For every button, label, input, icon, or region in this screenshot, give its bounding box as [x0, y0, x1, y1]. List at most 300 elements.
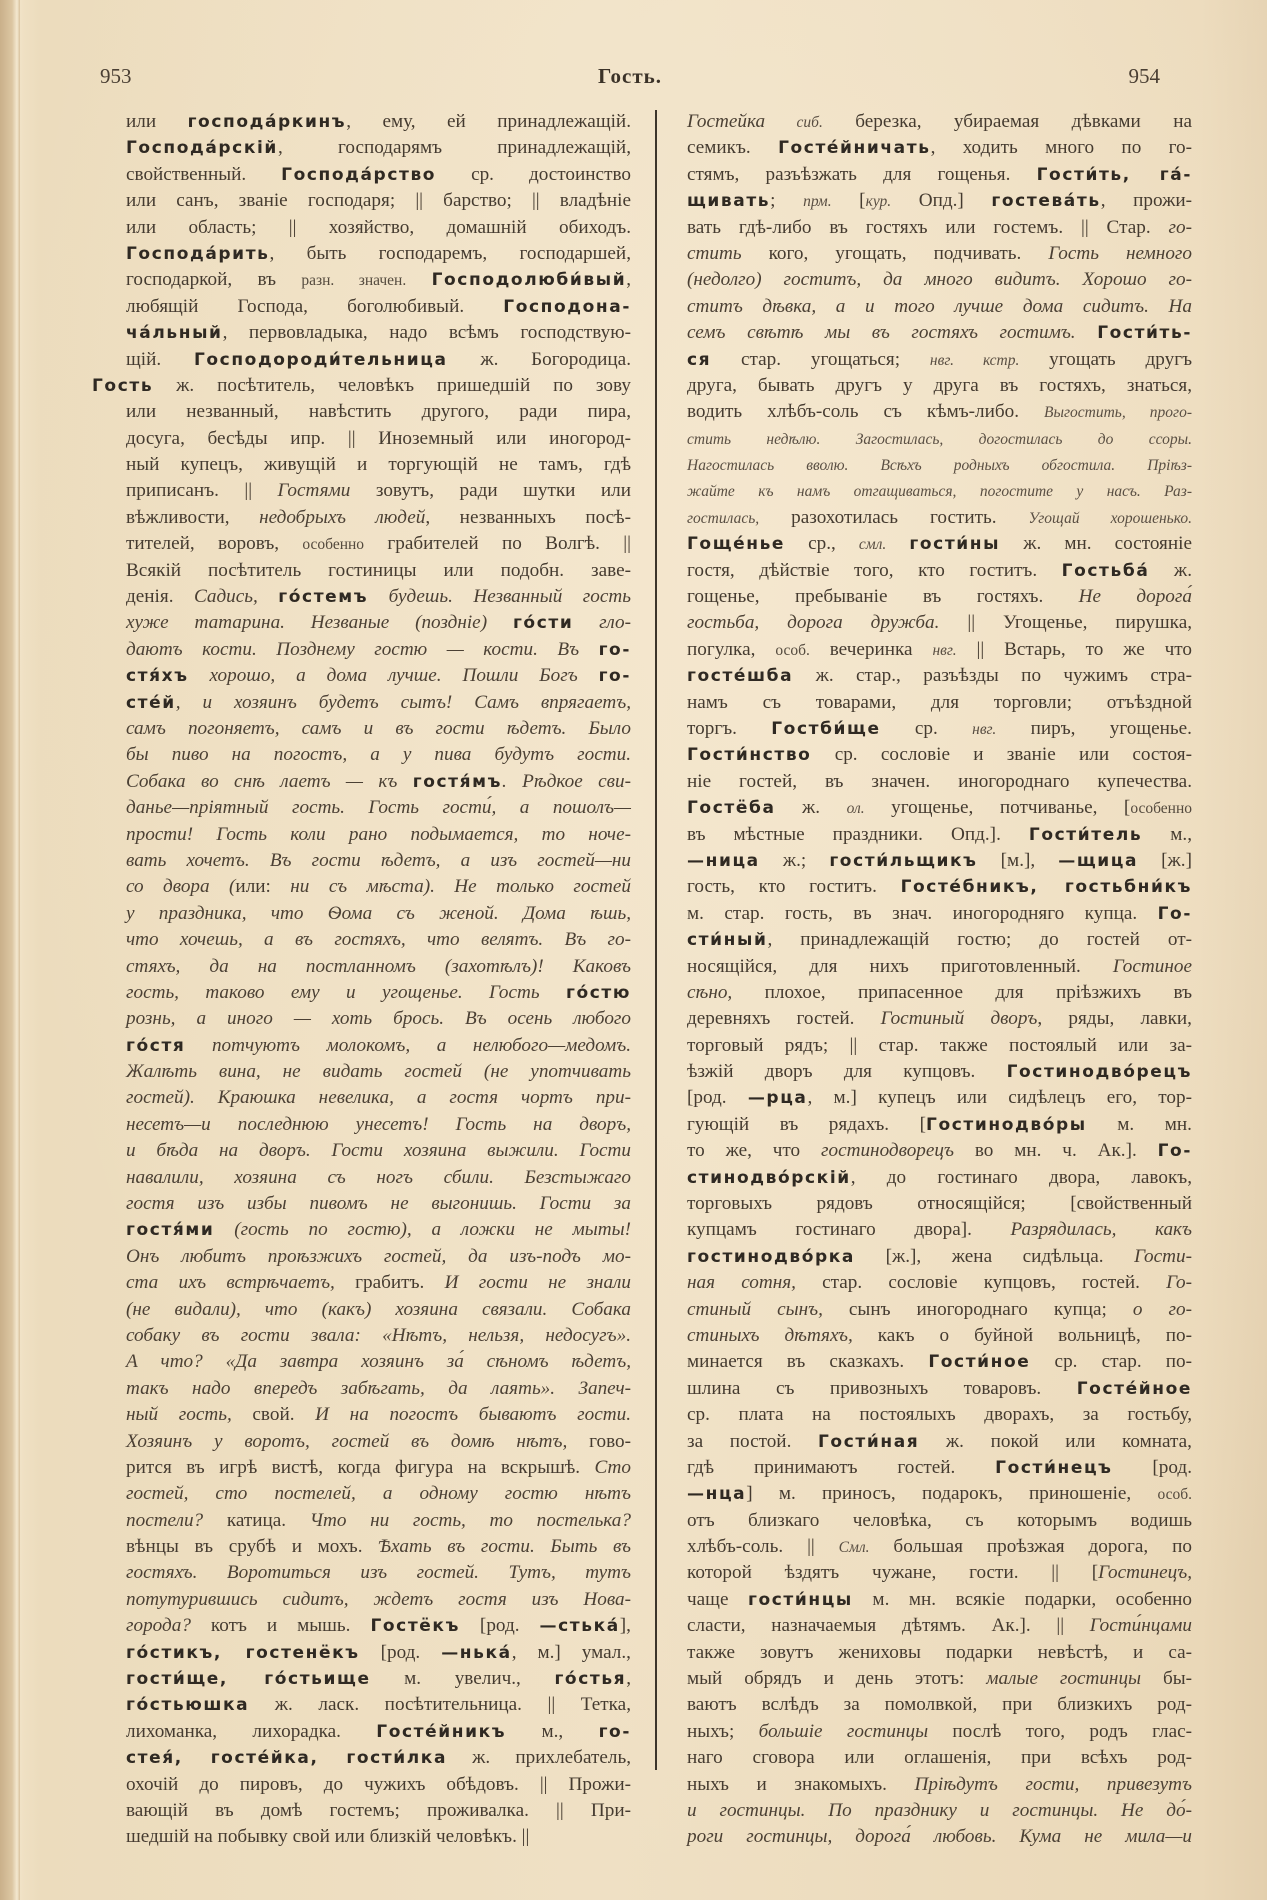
text-line	[126, 1376, 631, 1402]
example-text: Онъ любитъ проѣзжихъ гостей, да изъ-подъ мо-	[126, 1245, 631, 1267]
definition-text: за постой.	[687, 1430, 818, 1452]
example-text: нвг.	[972, 720, 997, 738]
text-line	[126, 1429, 631, 1455]
definition-text: || Встарь, то же что	[956, 638, 1192, 660]
text-line	[687, 1244, 1192, 1270]
example-text: стить	[687, 242, 742, 264]
example-text: потутурившись сидитъ, ждетъ гостя изъ Нова-	[126, 1588, 631, 1610]
example-text: стиныхъ дѣтяхъ,	[687, 1324, 853, 1346]
example-text: И на погостъ бываютъ гости.	[294, 1404, 631, 1426]
text-line	[126, 1798, 631, 1824]
text-line	[126, 716, 631, 742]
definition-text: Опд.]	[891, 190, 992, 212]
text-line	[126, 901, 631, 927]
example-text: Го-	[1166, 1272, 1192, 1294]
definition-text: гостя, дѣйствіе того, кто гоститъ.	[687, 559, 1062, 581]
example-text: Собака во снѣ лаетъ — къ	[126, 770, 413, 792]
text-line	[687, 901, 1192, 927]
example-text: Гостинецъ,	[1098, 1562, 1192, 1584]
text-line	[126, 267, 631, 293]
definition-text: ж. ласк. посѣтительница. || Тетка,	[249, 1694, 631, 1716]
text-line	[126, 874, 631, 900]
example-text: стить недѣлю. Загостилась, догостилась до ссоры.	[687, 430, 1192, 448]
example-text: Гости́нцами	[1089, 1615, 1192, 1637]
text-line	[687, 716, 1192, 742]
definition-text: ж. стар., разъѣзды по чужимъ стра-	[793, 665, 1192, 687]
headword: Гостби́ще	[771, 718, 881, 739]
text-line	[687, 1455, 1192, 1481]
example-text: что хочешь, а въ гостяхъ, что велятъ. Въ го-	[126, 929, 631, 951]
example-text: Сто	[594, 1456, 631, 1478]
example-text: Не дорога́	[1078, 586, 1192, 608]
text-line	[126, 1138, 631, 1164]
text-line	[126, 1772, 631, 1798]
definition-text: ный купецъ, живущій и торгующій не тамъ, гдѣ	[126, 454, 631, 476]
text-line	[126, 1085, 631, 1111]
text-line	[126, 1692, 631, 1718]
text-line	[687, 1085, 1192, 1111]
example-text: Выгостить, прого-	[1044, 404, 1192, 422]
definition-text: рится въ игрѣ вистѣ, когда фигура на вскрышѣ.	[126, 1456, 595, 1478]
text-line	[687, 1191, 1192, 1217]
definition-text: носящійся, для нихъ приготовленный.	[687, 955, 1113, 977]
example-text: Гостейка	[687, 111, 766, 132]
example-text: Нагостилась вволю. Всѣхъ родныхъ обгостила. Пріѣз-	[687, 457, 1192, 475]
headword: —нька́	[441, 1642, 512, 1663]
example-text: у праздника, что Ѳома съ женой. Дома ѣшь,	[126, 902, 631, 924]
example-text: такъ надо впередъ забѣгать, да лаять». Запеч-	[126, 1377, 631, 1399]
definition-text: сласти, назначаемыя дѣтямъ. Ак.]. ||	[687, 1615, 1090, 1637]
example-text: гость, таково ему и угощенье. Гость	[126, 981, 566, 1003]
example-text: ститъ дѣвка, а и того лучше дома сидитъ. На	[687, 295, 1192, 317]
definition-text: зовутъ, ради шутки или	[350, 480, 631, 502]
headword: Гостинодво́ры	[926, 1114, 1087, 1135]
example-text: ный гость,	[126, 1404, 253, 1426]
definition-text: шлина съ привозныхъ товаровъ.	[687, 1377, 1077, 1399]
definition-text: шедшій на побывку свой или близкій человѣкъ. ||	[126, 1826, 530, 1848]
example-text: (гость по гостю), а ложки не мыты!	[214, 1219, 631, 1241]
text-line	[126, 610, 631, 636]
text-line	[687, 1402, 1192, 1428]
definition-text: [	[831, 190, 866, 212]
headword: го-	[598, 666, 631, 687]
definition-text: м.,	[506, 1720, 599, 1742]
text-line	[687, 1719, 1192, 1745]
example-text: гостей, сто постелей, а одному гостю нѣтъ	[126, 1483, 631, 1505]
headword: гости́нцы	[747, 1589, 853, 1610]
definition-text: также зовутъ жениховы подарки невѣстѣ, и са-	[687, 1641, 1192, 1663]
example-text: жайте къ намъ отгащиваться, погостите у насъ. Раз-	[687, 483, 1192, 501]
definition-text: сынъ иногороднаго купца;	[822, 1298, 1133, 1320]
example-text: Гости-	[1134, 1245, 1192, 1267]
example-text: го-	[1168, 216, 1192, 238]
example-text: смл.	[858, 536, 887, 554]
example-text: нвг. кстр.	[929, 351, 1020, 369]
definition-text: угощать другъ	[1019, 348, 1192, 370]
example-text: Гостями	[277, 480, 351, 502]
text-line	[126, 663, 631, 689]
definition-text: ж. мн. состояніе	[1000, 533, 1192, 555]
headword: сти́ный	[687, 930, 768, 951]
definition-text: свой.	[252, 1404, 295, 1426]
headword: гости́льщикъ	[829, 850, 978, 871]
definition-text: ср. сословіе и званіе или состоя-	[811, 744, 1192, 766]
headword: —щица	[1058, 850, 1139, 871]
text-line	[126, 1217, 631, 1243]
headword: гостя́мъ	[412, 771, 502, 792]
text-line	[687, 742, 1192, 768]
text-line	[687, 478, 1192, 504]
definition-text: угощенье, потчиванье, [	[864, 797, 1131, 819]
text-line	[126, 1613, 631, 1639]
text-line	[126, 980, 631, 1006]
headword: Госте́йное	[1076, 1378, 1192, 1399]
definition-text: ж.;	[759, 849, 830, 871]
text-line	[687, 1613, 1192, 1639]
example-text: прости! Гость коли рано подымается, то ноче-	[126, 823, 631, 845]
text-line	[687, 1798, 1192, 1824]
definition-text: наго сговора или оглашенія, при всѣхъ род-	[687, 1747, 1192, 1769]
definition-text: семикъ.	[687, 137, 779, 159]
definition-text: какъ о буйной вольницѣ, по-	[852, 1324, 1192, 1346]
definition-text: пиръ, угощенье.	[996, 717, 1192, 739]
definition-text: стар. сословіе купцовъ, гостей.	[795, 1272, 1167, 1294]
definition-text: ѣзжій дворъ для купцовъ.	[687, 1061, 1007, 1083]
text-line	[126, 584, 631, 610]
definition-text: ныхъ и знакомыхъ.	[687, 1773, 915, 1795]
definition-text: ,	[626, 1668, 631, 1690]
definition-text: минается въ сказкахъ.	[687, 1351, 929, 1373]
definition-text: , ему, ей принадлежащій.	[346, 111, 631, 132]
text-line	[126, 1824, 631, 1850]
example-text: , и хозяинъ будетъ сытъ! Самъ впрягаетъ,	[175, 691, 631, 713]
headword: Господолюби́вый	[431, 270, 627, 291]
example-text: хуже татарина. Незваные (поздніе)	[126, 612, 513, 634]
headword: Гостьба́	[1061, 560, 1150, 581]
definition-text: щій.	[126, 348, 194, 370]
text-line	[687, 215, 1192, 241]
example-text: Хозяинъ у воротъ, гостей въ домѣ нѣтъ,	[126, 1430, 590, 1452]
headword: гостева́ть	[991, 191, 1101, 212]
definition-text: м. мн.	[1086, 1113, 1192, 1135]
definition-text: или:	[235, 876, 271, 898]
definition-text: , прожи-	[1100, 190, 1192, 212]
headword: гостя́ми	[126, 1220, 215, 1241]
headword: Гостёба	[687, 798, 776, 819]
example-text: стяхъ, да на постланномъ (захотѣлъ)! Каковъ	[126, 955, 631, 977]
definition-text	[406, 269, 431, 290]
definition-text: ] м. приносъ, подарокъ, приношеніе,	[746, 1483, 1158, 1505]
definition-text: катица.	[226, 1509, 287, 1531]
definition-text: или санъ, званіе господаря; || барство; || владѣніе	[126, 190, 631, 212]
example-text: . Рѣдкое сви-	[502, 770, 631, 792]
headword: —стька́	[539, 1616, 620, 1637]
text-line	[126, 795, 631, 821]
definition-text: гощенье, пребываніе въ гостяхъ.	[687, 586, 1079, 608]
definition-text: погулка,	[687, 638, 776, 660]
headword: ча́льный	[126, 323, 223, 344]
example-text: города?	[126, 1615, 211, 1637]
definition-text: , первовладыка, надо всѣмъ господствую-	[222, 322, 631, 344]
definition-text: ж.	[775, 797, 847, 819]
definition-text: охочій до пировъ, до чужихъ обѣдовъ. || Прожи-	[126, 1773, 631, 1795]
text-line	[687, 294, 1192, 320]
headword: Гости́тель	[1028, 824, 1143, 845]
definition-text: ср. плата на постоялыхъ дворахъ, за гостьбу,	[687, 1404, 1192, 1426]
text-line	[126, 1112, 631, 1138]
definition-text: особенно	[302, 536, 365, 554]
text-line	[126, 1745, 631, 1771]
text-line	[126, 215, 631, 241]
book-spine-edge	[0, 0, 20, 1900]
text-line	[687, 1033, 1192, 1059]
text-line	[687, 690, 1192, 716]
definition-text: ср. стар. по-	[1030, 1351, 1193, 1373]
definition-text: торговый рядъ; || стар. также постоялый или за-	[687, 1034, 1192, 1056]
headword: Господа́рство	[281, 164, 437, 185]
definition-text: ж.	[1149, 559, 1192, 581]
definition-text: во мн. ч. Ак.].	[953, 1140, 1158, 1162]
definition-text: разн. значен.	[301, 272, 407, 290]
text-line	[126, 769, 631, 795]
text-line	[687, 399, 1192, 425]
page-number-right: 954	[1128, 64, 1160, 88]
example-text: будешь. Незванный гость	[368, 586, 631, 608]
text-line	[126, 848, 631, 874]
example-text: Ѣхать въ гости. Быть въ	[378, 1536, 631, 1558]
definition-text: отъ близкаго человѣка, съ которымъ водишь	[687, 1509, 1192, 1531]
text-line	[687, 1692, 1192, 1718]
example-text: Жалѣть вина, не видать гостей (не употчивать	[126, 1061, 631, 1083]
example-text: самъ погоняетъ, самъ и въ гости ѣдетъ. Было	[126, 717, 631, 739]
headword: Го-	[1157, 903, 1192, 924]
text-line	[126, 637, 631, 663]
headword: Гости́ная	[818, 1431, 920, 1452]
definition-text: господаркой, въ	[126, 269, 302, 291]
text-line	[687, 1508, 1192, 1534]
text-line	[687, 1640, 1192, 1666]
example-text: и гостинцы. По празднику и гостинцы. Не до́-	[687, 1800, 1192, 1821]
example-text: ная сотня,	[687, 1272, 796, 1294]
headword: Гостёкъ	[370, 1616, 460, 1637]
column-divider-rule	[655, 110, 657, 1770]
headword: стея́, госте́йка, гости́лка	[126, 1748, 448, 1769]
definition-text: , до гостинаго двора, лавокъ,	[850, 1166, 1192, 1188]
text-line	[126, 1560, 631, 1586]
example-text: (недолго) гоститъ, да много видитъ. Хорошо го-	[687, 269, 1192, 291]
definition-text: ср.	[880, 717, 973, 739]
definition-text: [ж.], жена сидѣльца.	[854, 1245, 1135, 1267]
definition-text: свойственный.	[126, 163, 282, 185]
example-text: вать хочетъ. Въ гости ѣдетъ, а изъ гостей—ни	[126, 849, 631, 871]
text-line	[687, 822, 1192, 848]
running-head: Гость.	[597, 64, 662, 88]
definition-text: ср.,	[785, 533, 859, 555]
definition-text: ,	[626, 269, 631, 291]
text-line	[687, 848, 1192, 874]
headword: Го-	[1157, 1141, 1192, 1162]
definition-text: , ряды, лавки,	[1037, 1008, 1192, 1030]
definition-text: въ мѣстные праздники. Опд.].	[687, 823, 1029, 845]
definition-text: послѣ того, родъ глас-	[928, 1720, 1192, 1742]
definition-text: ж. посѣтитель, человѣкъ пришедшій по зову	[153, 374, 631, 396]
headword: го́стьюшка	[126, 1695, 250, 1716]
headword: —нца	[687, 1484, 747, 1505]
text-line	[92, 373, 631, 399]
text-line	[687, 1297, 1192, 1323]
text-line	[687, 1666, 1192, 1692]
definition-text: тителей, воровъ,	[126, 533, 303, 555]
definition-text: ніе гостей, въ значен. иногороднаго купечества.	[687, 770, 1192, 792]
text-line	[687, 452, 1192, 478]
headword: го-	[598, 639, 631, 660]
definition-text: вечеринка	[809, 638, 933, 660]
example-text: Разрядилась, какъ	[1010, 1219, 1192, 1241]
example-text: (не видали), что (какъ) хозяина связали. Собака	[126, 1298, 631, 1320]
example-text: о го-	[1132, 1298, 1192, 1320]
text-line	[126, 399, 631, 425]
text-line	[687, 1534, 1192, 1560]
example-text: даютъ кости. Позднему гостю — кости. Въ	[126, 638, 599, 660]
definition-text: стар. угощаться;	[711, 348, 930, 370]
definition-text: , незванныхъ посѣ-	[425, 506, 631, 528]
example-text: сѣно,	[687, 981, 733, 1003]
headword: госте́шба	[687, 666, 794, 687]
headword: сте́й	[126, 692, 176, 713]
text-line	[687, 610, 1192, 636]
definition-text: друга, бывать другъ у друга въ гостяхъ, знаться,	[687, 374, 1192, 396]
definition-text: бы-	[1141, 1668, 1193, 1690]
example-text: Гость немного	[1048, 242, 1192, 264]
left-column	[92, 109, 631, 1851]
example-text: нвг.	[932, 641, 957, 659]
headword: Гости́ть, га́-	[1036, 164, 1192, 185]
headword: Гости́ть-	[1097, 323, 1192, 344]
definition-text: м. мн. всякіе подарки, особенно	[852, 1588, 1192, 1610]
example-text: сиб.	[765, 114, 823, 131]
headword: го́сти	[512, 613, 574, 634]
definition-text: вающій въ домѣ гостемъ; проживалка. || При-	[126, 1800, 631, 1821]
example-text: Что ни гость, то постелька?	[286, 1509, 631, 1531]
text-line	[126, 1719, 631, 1745]
definition-text: ;	[770, 190, 804, 212]
definition-text: [м.],	[977, 849, 1059, 871]
text-line	[687, 584, 1192, 610]
headword: Господороди́тельница	[193, 349, 448, 370]
text-line	[687, 320, 1192, 346]
text-line	[687, 109, 1192, 135]
text-line	[687, 1745, 1192, 1771]
text-line	[687, 505, 1192, 531]
text-line	[687, 1006, 1192, 1032]
text-line	[126, 1006, 631, 1032]
definition-text: вать гдѣ-либо въ гостяхъ или гостемъ. || Стар.	[687, 216, 1169, 238]
headword: ся	[687, 349, 712, 370]
example-text: бы пиво на погостъ, а у пива будутъ гости.	[126, 744, 631, 766]
text-line	[126, 1455, 631, 1481]
definition-text: ныхъ;	[687, 1720, 759, 1742]
definition-text: м. стар. гость, въ знач. иногородняго купца.	[687, 902, 1158, 924]
definition-text: ж. Богородица.	[447, 348, 631, 370]
headword: Господона-	[503, 296, 631, 317]
text-line	[687, 795, 1192, 821]
text-line	[126, 109, 631, 135]
text-line	[126, 1270, 631, 1296]
text-line	[126, 1297, 631, 1323]
text-line	[687, 531, 1192, 557]
text-line	[126, 1640, 631, 1666]
headword: Гости́нецъ	[995, 1457, 1113, 1478]
headword: го-	[598, 1721, 631, 1742]
example-text: стиный сынъ,	[687, 1298, 823, 1320]
text-line	[687, 135, 1192, 161]
definition-text: || Угощенье, пирушка,	[939, 612, 1193, 634]
definition-text: особ.	[1157, 1486, 1192, 1504]
example-text: Смл.	[838, 1539, 870, 1557]
text-line	[126, 162, 631, 188]
example-text: потчуютъ молокомъ, а нелюбого—медомъ.	[185, 1034, 631, 1056]
definition-text: [род.	[459, 1615, 540, 1637]
definition-text: , ходить много по го-	[930, 137, 1193, 159]
text-line	[126, 320, 631, 346]
text-line	[687, 769, 1192, 795]
definition-text: лихоманка, лихорадка.	[126, 1720, 377, 1742]
definition-text: плохое, припасенное для пріѣзжихъ въ	[732, 981, 1192, 1003]
text-line	[687, 1217, 1192, 1243]
definition-text: грабитъ.	[355, 1272, 425, 1294]
text-line	[687, 267, 1192, 293]
example-text: гостя изъ избы пивомъ не выгонишь. Гости за	[126, 1193, 631, 1215]
example-text: ста ихъ встрѣчаетъ,	[126, 1272, 356, 1294]
example-text: и бѣда на дворъ. Гости хозяина выжили. Гости	[126, 1140, 631, 1162]
text-line	[126, 188, 631, 214]
text-line	[687, 637, 1192, 663]
headword: Гости́ное	[928, 1352, 1031, 1373]
definition-text: или незванный, навѣстить другого, ради пира,	[126, 401, 631, 423]
headword: Господа́рить	[126, 243, 270, 264]
definition-text: то же, что	[687, 1140, 822, 1162]
definition-text: гово-	[589, 1430, 631, 1452]
headword: Госте́йникъ	[376, 1721, 507, 1742]
headword: Гостинодво́рецъ	[1006, 1062, 1192, 1083]
text-line	[126, 822, 631, 848]
definition-text	[886, 533, 909, 554]
headword: Гость	[92, 375, 154, 396]
headword: гостинодво́рка	[687, 1246, 855, 1267]
text-line	[687, 1429, 1192, 1455]
text-line	[126, 135, 631, 161]
definition-text: , принадлежащій гостю; до гостей от-	[767, 929, 1192, 951]
text-line	[126, 452, 631, 478]
example-text: Пріѣдутъ гости, привезутъ	[914, 1773, 1192, 1795]
definition-text: ср. достоинство	[436, 163, 631, 185]
text-line	[126, 1244, 631, 1270]
text-line	[126, 1481, 631, 1507]
text-line	[126, 742, 631, 768]
definition-text: водить хлѣбъ-соль съ кѣмъ-либо.	[687, 401, 1045, 423]
headword: Гоще́нье	[687, 534, 786, 555]
text-line	[126, 1323, 631, 1349]
example-text: рознь, а иного — хоть брось. Въ осень любого	[126, 1008, 631, 1030]
definition-text: деревняхъ гостей.	[687, 1008, 881, 1030]
text-line	[687, 1772, 1192, 1798]
definition-text: чаще	[687, 1588, 748, 1610]
headword: го́стю	[565, 982, 631, 1003]
definition-text: любящій Господа, боголюбивый.	[126, 295, 504, 317]
definition-text: , господарямъ принадлежащій,	[277, 137, 631, 159]
definition-text: [ж.]	[1138, 849, 1192, 871]
text-line	[126, 1666, 631, 1692]
